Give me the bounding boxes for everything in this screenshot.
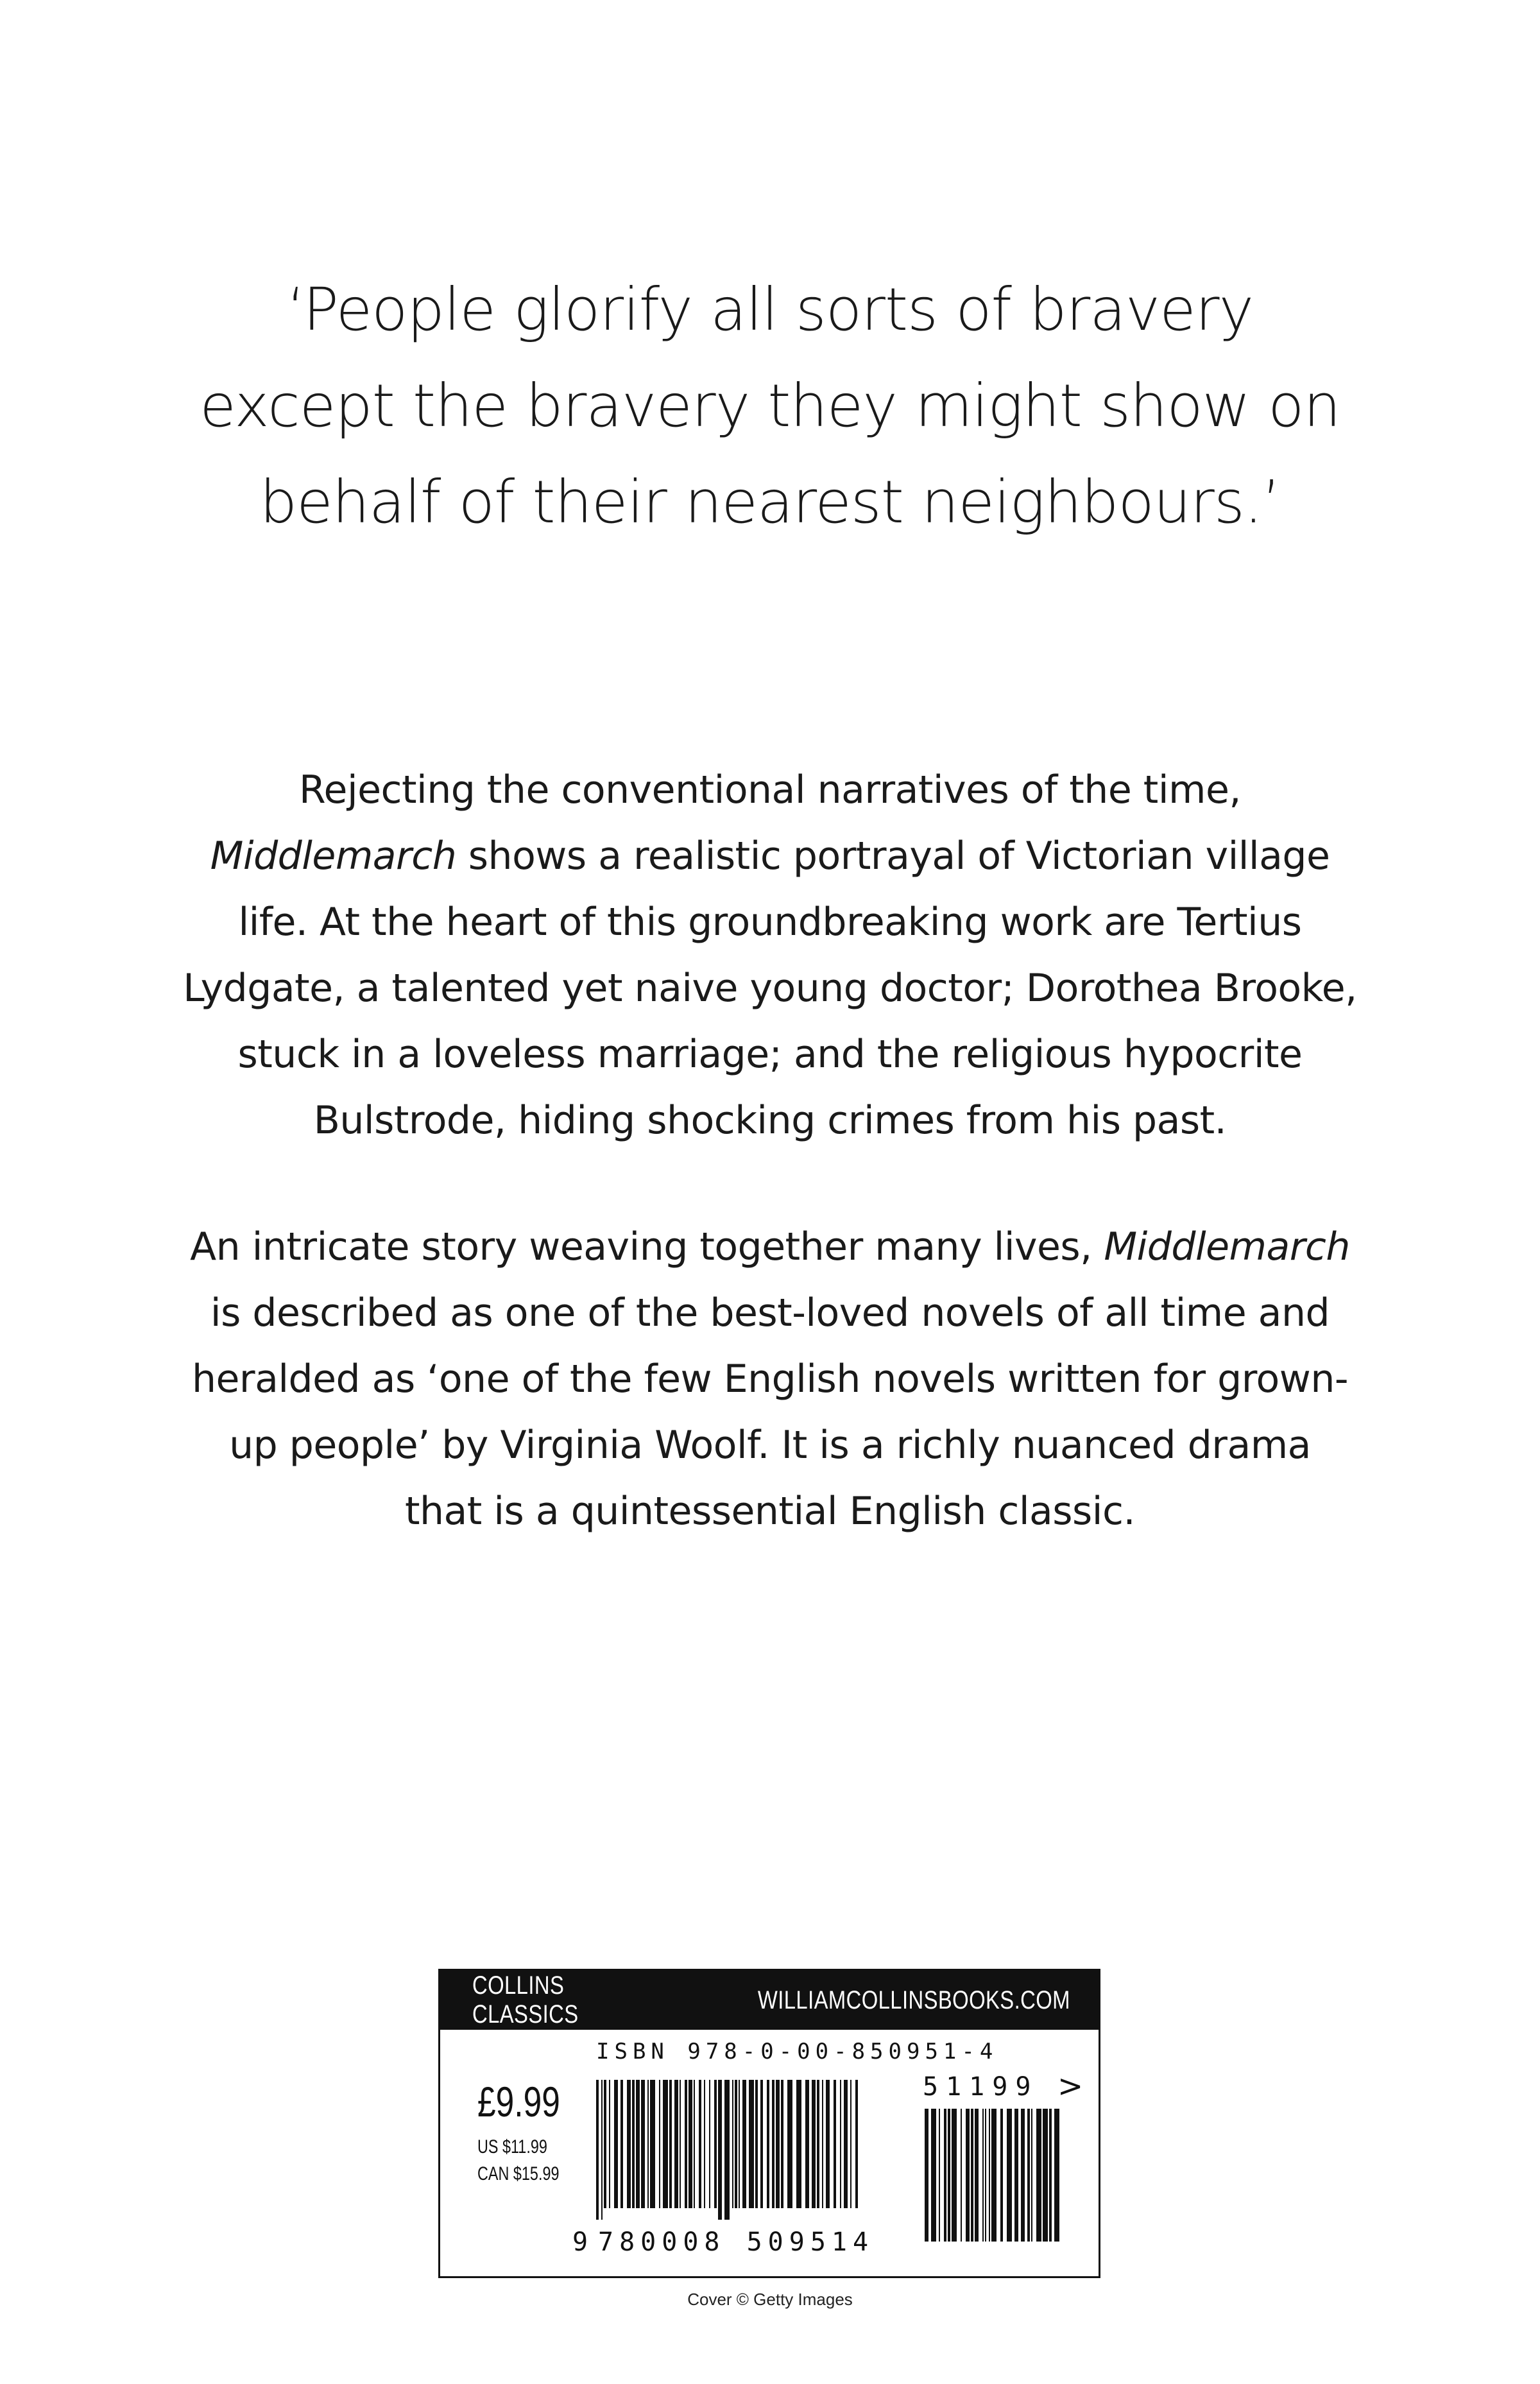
pull-quote [193, 262, 1348, 551]
barcode-bar [1000, 2109, 1003, 2242]
barcode-bar [850, 2080, 851, 2208]
barcode-bar [822, 2080, 823, 2208]
barcode-bar [826, 2080, 830, 2208]
barcode-bar [925, 2109, 928, 2242]
barcode-bar [1054, 2109, 1059, 2242]
barcode-bar [767, 2080, 769, 2208]
barcode-bar [1049, 2109, 1052, 2242]
barcode-bar [739, 2080, 740, 2208]
barcode-bar [844, 2080, 848, 2208]
barcode-bar [609, 2080, 610, 2208]
barcode-bar [931, 2109, 936, 2242]
barcode-bar [641, 2080, 645, 2208]
barcode-bar [674, 2080, 678, 2208]
blurb-line: heralded as ‘one of the few English novels written for grown- [191, 1357, 1349, 1402]
barcode-bar [781, 2080, 783, 2208]
barcode-bar [620, 2080, 623, 2208]
barcode-bar [742, 2080, 746, 2208]
barcode-bar [1031, 2109, 1032, 2242]
barcode-bar [680, 2080, 681, 2208]
barcode-bar [699, 2080, 701, 2208]
barcode-bar [952, 2109, 957, 2242]
barcode-bar [732, 2080, 733, 2208]
barcode-bar [685, 2080, 687, 2208]
barcode-bar [704, 2080, 705, 2208]
barcode-bar [614, 2080, 618, 2208]
blurb-line [128, 823, 1412, 889]
barcode-bar [805, 2080, 809, 2208]
barcode-bar [760, 2080, 763, 2208]
barcode-bar [776, 2080, 780, 2208]
quote-line: ‘People glorify all sorts of bravery [286, 275, 1254, 344]
blurb-line [128, 1214, 1412, 1280]
blurb-line: Bulstrode, hiding shocking crimes from his past. [313, 1098, 1227, 1143]
barcode-bar [749, 2080, 754, 2208]
barcode-bar [772, 2080, 774, 2208]
addon-barcode [925, 2109, 1059, 2253]
blurb-line: is described as one of the best-loved novels of all time and [210, 1291, 1330, 1335]
barcode-bar [796, 2080, 801, 2208]
blurb-line: stuck in a loveless marriage; and the religious hypocrite [237, 1032, 1303, 1077]
barcode-bar [1036, 2109, 1041, 2242]
quote-line: behalf of their nearest neighbours.’ [259, 468, 1281, 536]
barcode-bar [961, 2109, 962, 2242]
blurb-paragraph-1 [128, 757, 1412, 1154]
barcode-bar [714, 2080, 717, 2208]
price-us: US $11.99 [477, 2136, 547, 2157]
book-title-italic: Middlemarch [1104, 1224, 1350, 1269]
barcode-bar [812, 2080, 816, 2208]
barcode-bar [735, 2080, 737, 2208]
barcode-bar [601, 2080, 603, 2220]
barcode-bar [689, 2080, 692, 2208]
blurb-text: An intricate story weaving together many lives, [190, 1224, 1104, 1269]
cover-credit: Cover © Getty Images [687, 2290, 853, 2309]
barcode-bar [1007, 2109, 1012, 2242]
barcode-bar [647, 2080, 649, 2208]
blurb-text: shows a realistic portrayal of Victorian village [456, 834, 1330, 879]
barcode-bar [650, 2080, 655, 2208]
barcode-bar [948, 2109, 950, 2242]
blurb-line: Rejecting the conventional narratives of the time, [299, 768, 1241, 812]
barcode-bar [632, 2080, 635, 2208]
price-can: CAN $15.99 [477, 2163, 560, 2184]
barcode-bar [709, 2080, 710, 2208]
barcode-bar [989, 2109, 990, 2242]
barcode-bar [855, 2080, 858, 2208]
barcode-bar [627, 2080, 631, 2208]
barcode-bar [663, 2080, 668, 2208]
blurb-line: that is a quintessential English classic. [404, 1489, 1136, 1534]
addon-digits: 51199 [923, 2072, 1039, 2102]
website-label: WILLIAMCOLLINSBOOKS.COM [758, 1985, 1070, 2014]
barcode-bar [966, 2109, 970, 2242]
barcode-panel [438, 1969, 1100, 2278]
barcode-bar [991, 2109, 997, 2242]
barcode-header [440, 1971, 1099, 2030]
barcode-bar [939, 2109, 940, 2242]
barcode-bar [669, 2080, 672, 2208]
barcode-bar [604, 2080, 606, 2208]
isbn-text: ISBN 978-0-00-850951-4 [596, 2039, 998, 2064]
barcode-bar [817, 2080, 819, 2208]
barcode-bar [834, 2080, 836, 2208]
ean-barcode [596, 2080, 862, 2220]
barcode-bar [659, 2080, 660, 2208]
book-title-italic: Middlemarch [210, 834, 457, 879]
barcode-bar [985, 2109, 986, 2242]
barcode-bar [944, 2109, 946, 2242]
price-gbp: £9.99 [477, 2078, 560, 2125]
barcode-bar [636, 2080, 640, 2208]
imprint-label: COLLINS CLASSICS [472, 1971, 579, 2028]
barcode-bar [1043, 2109, 1048, 2242]
barcode-bar [1014, 2109, 1018, 2242]
quote-line: except the bravery they might show on [200, 372, 1340, 440]
barcode-bar [975, 2109, 979, 2242]
blurb-paragraph-2 [128, 1214, 1412, 1545]
barcode-bar [1027, 2109, 1030, 2242]
barcode-bar [787, 2080, 792, 2208]
barcode-bar [840, 2080, 841, 2208]
blurb-line: life. At the heart of this groundbreaking work are Tertius [238, 900, 1302, 945]
barcode-bar [724, 2080, 730, 2220]
barcode-bar [982, 2109, 984, 2242]
barcode-bar [1021, 2109, 1025, 2242]
blurb-line: up people’ by Virginia Woolf. It is a richly nuanced drama [229, 1423, 1311, 1468]
blurb-line: Lydgate, a talented yet naive young doctor; Dorothea Brooke, [183, 966, 1357, 1011]
barcode-bar [971, 2109, 973, 2242]
barcode-bar [694, 2080, 695, 2208]
barcode-bar [755, 2080, 758, 2208]
ean-first-digit: 9 [572, 2227, 588, 2257]
addon-arrow: > [1057, 2068, 1084, 2104]
ean-digits: 780008 509514 [598, 2227, 875, 2257]
barcode-bar [718, 2080, 722, 2220]
barcode-bar [596, 2080, 599, 2220]
